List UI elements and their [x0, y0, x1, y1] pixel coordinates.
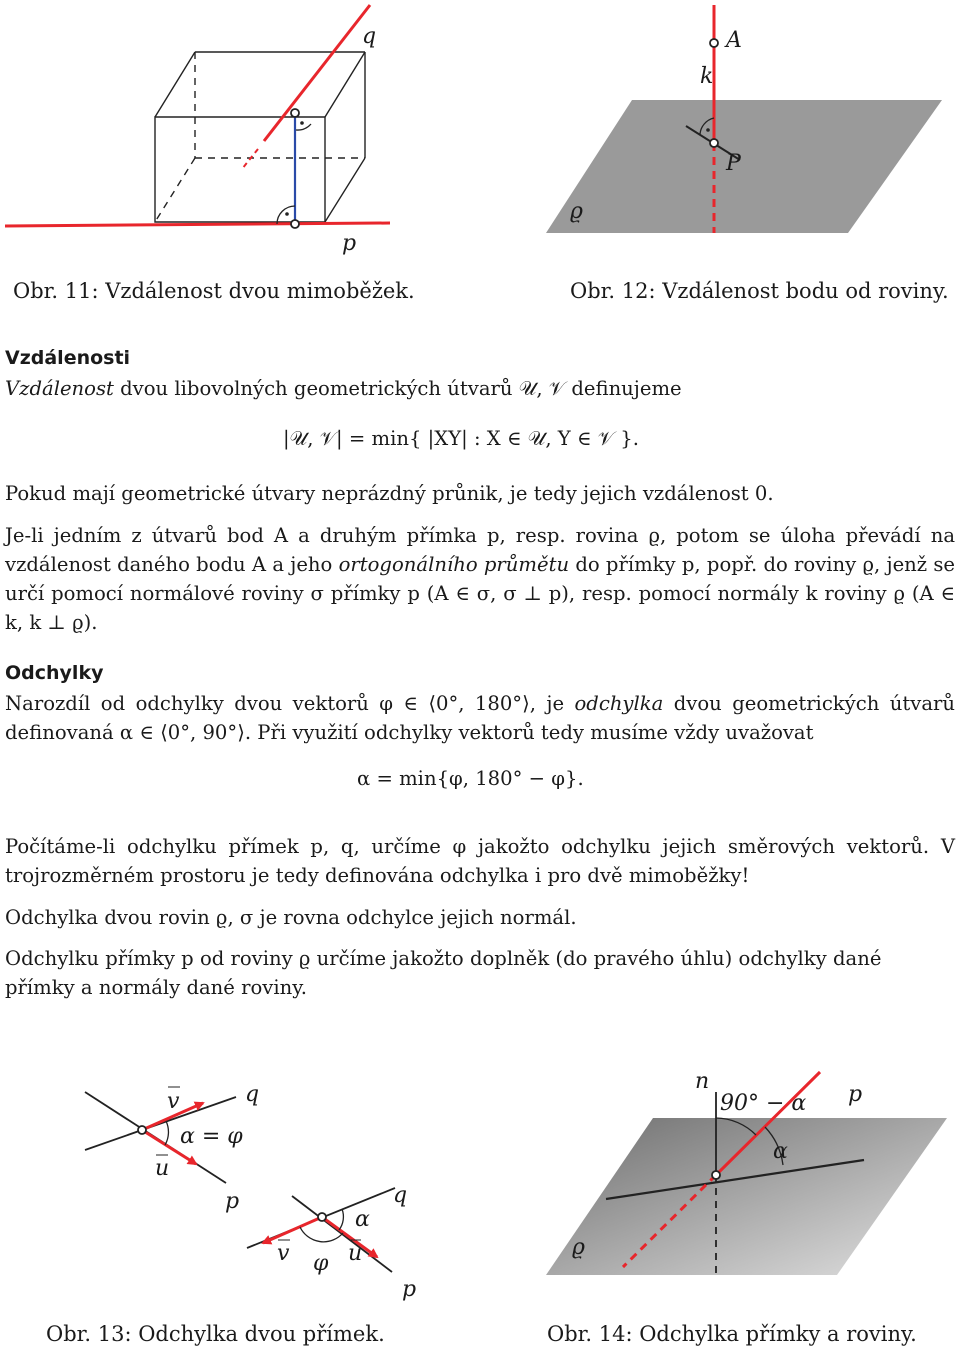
- heading-vzdalenosti: Vzdálenosti: [5, 347, 131, 369]
- p2-b: do přímky p, popř. do roviny ϱ, jenž se určí pomocí normálové roviny σ přímky p (A ∈ σ, σ ⊥ p), resp. pomocí normály k roviny ϱ (A ∈ k, k ⊥ ϱ).: [5, 553, 956, 634]
- caption-fig13: Obr. 13: Odchylka dvou přímek.: [46, 1322, 385, 1346]
- intersection-14: [712, 1171, 720, 1179]
- label-u-top: u: [155, 1156, 170, 1181]
- label-n: n: [695, 1069, 710, 1094]
- label-P: P: [726, 151, 741, 176]
- label-u-bottom: u: [348, 1241, 363, 1266]
- label-rho: ϱ: [570, 199, 583, 224]
- paragraph-lines-angle: Počítáme-li odchylku přímek p, q, určíme φ jakožto odchylku jejich směrových vektorů. V trojrozměrném prostoru je tedy definována odchylka i pro dvě mimoběžky!: [5, 835, 955, 887]
- paragraph-planes-angle: Odchylka dvou rovin ϱ, σ je rovna odchylce jejich normál.: [5, 906, 577, 929]
- equation-angle: α = min{φ, 180° − φ}.: [357, 767, 584, 790]
- label-k: k: [700, 64, 714, 89]
- caption-fig12: Obr. 12: Vzdálenost bodu od roviny.: [570, 279, 949, 303]
- def-term: Vzdálenost: [5, 377, 114, 400]
- caption-fig11: Obr. 11: Vzdálenost dvou mimoběžek.: [13, 279, 415, 303]
- heading-odchylky: Odchylky: [5, 662, 104, 684]
- label-phi: φ: [313, 1251, 329, 1276]
- label-v-top: v: [167, 1089, 180, 1114]
- equation-distance: |𝒰, 𝒱| = min{ |XY| : X ∈ 𝒰, Y ∈ 𝒱 }.: [283, 427, 639, 450]
- od-p1-a: Narozdíl od odchylky dvou vektorů φ ∈ ⟨0°, 180°⟩, je: [5, 692, 575, 715]
- paragraph-line-plane-angle: Odchylku přímky p od roviny ϱ určíme jakožto doplněk (do pravého úhlu) odchylky dané přímky a normály dané roviny.: [5, 947, 882, 999]
- label-alpha-eq-phi: α = φ: [180, 1124, 243, 1149]
- od-p1-b: dvou geometrických útvarů definovaná α ∈ ⟨0°, 90°⟩. Při využití odchylky vektorů tedy musíme vždy uvažovat: [5, 692, 955, 744]
- paragraph-intersection: Pokud mají geometrické útvary neprázdný průnik, je tedy jejich vzdálenost 0.: [5, 482, 774, 505]
- p2-a: Je-li jedním z útvarů bod A a druhým přímka p, resp. rovina ϱ, potom se úloha převádí na vzdálenost daného bodu A a jeho: [5, 524, 955, 576]
- label-alpha-bottom: α: [355, 1207, 370, 1232]
- label-q-top: q: [245, 1082, 260, 1107]
- label-A: A: [726, 28, 742, 53]
- label-90-minus-alpha: 90° − α: [720, 1091, 807, 1116]
- label-p-mid: p: [225, 1189, 240, 1214]
- label-p-14: p: [848, 1082, 863, 1107]
- p2-em: ortogonálního průmětu: [338, 553, 570, 576]
- label-q-mid: q: [393, 1183, 408, 1208]
- plane-rho-14: [546, 1118, 947, 1275]
- label-rho-14: ϱ: [572, 1235, 585, 1260]
- def-rest: dvou libovolných geometrických útvarů 𝒰, 𝒱 definujeme: [113, 377, 682, 400]
- label-p: p: [342, 231, 357, 256]
- label-v-bottom: v: [277, 1241, 290, 1266]
- label-p-bottom: p: [402, 1277, 417, 1302]
- caption-fig14: Obr. 14: Odchylka přímky a roviny.: [547, 1322, 917, 1346]
- label-alpha-14: α: [773, 1139, 788, 1164]
- label-q: q: [362, 24, 377, 49]
- od-p1-em: odchylka: [574, 692, 664, 715]
